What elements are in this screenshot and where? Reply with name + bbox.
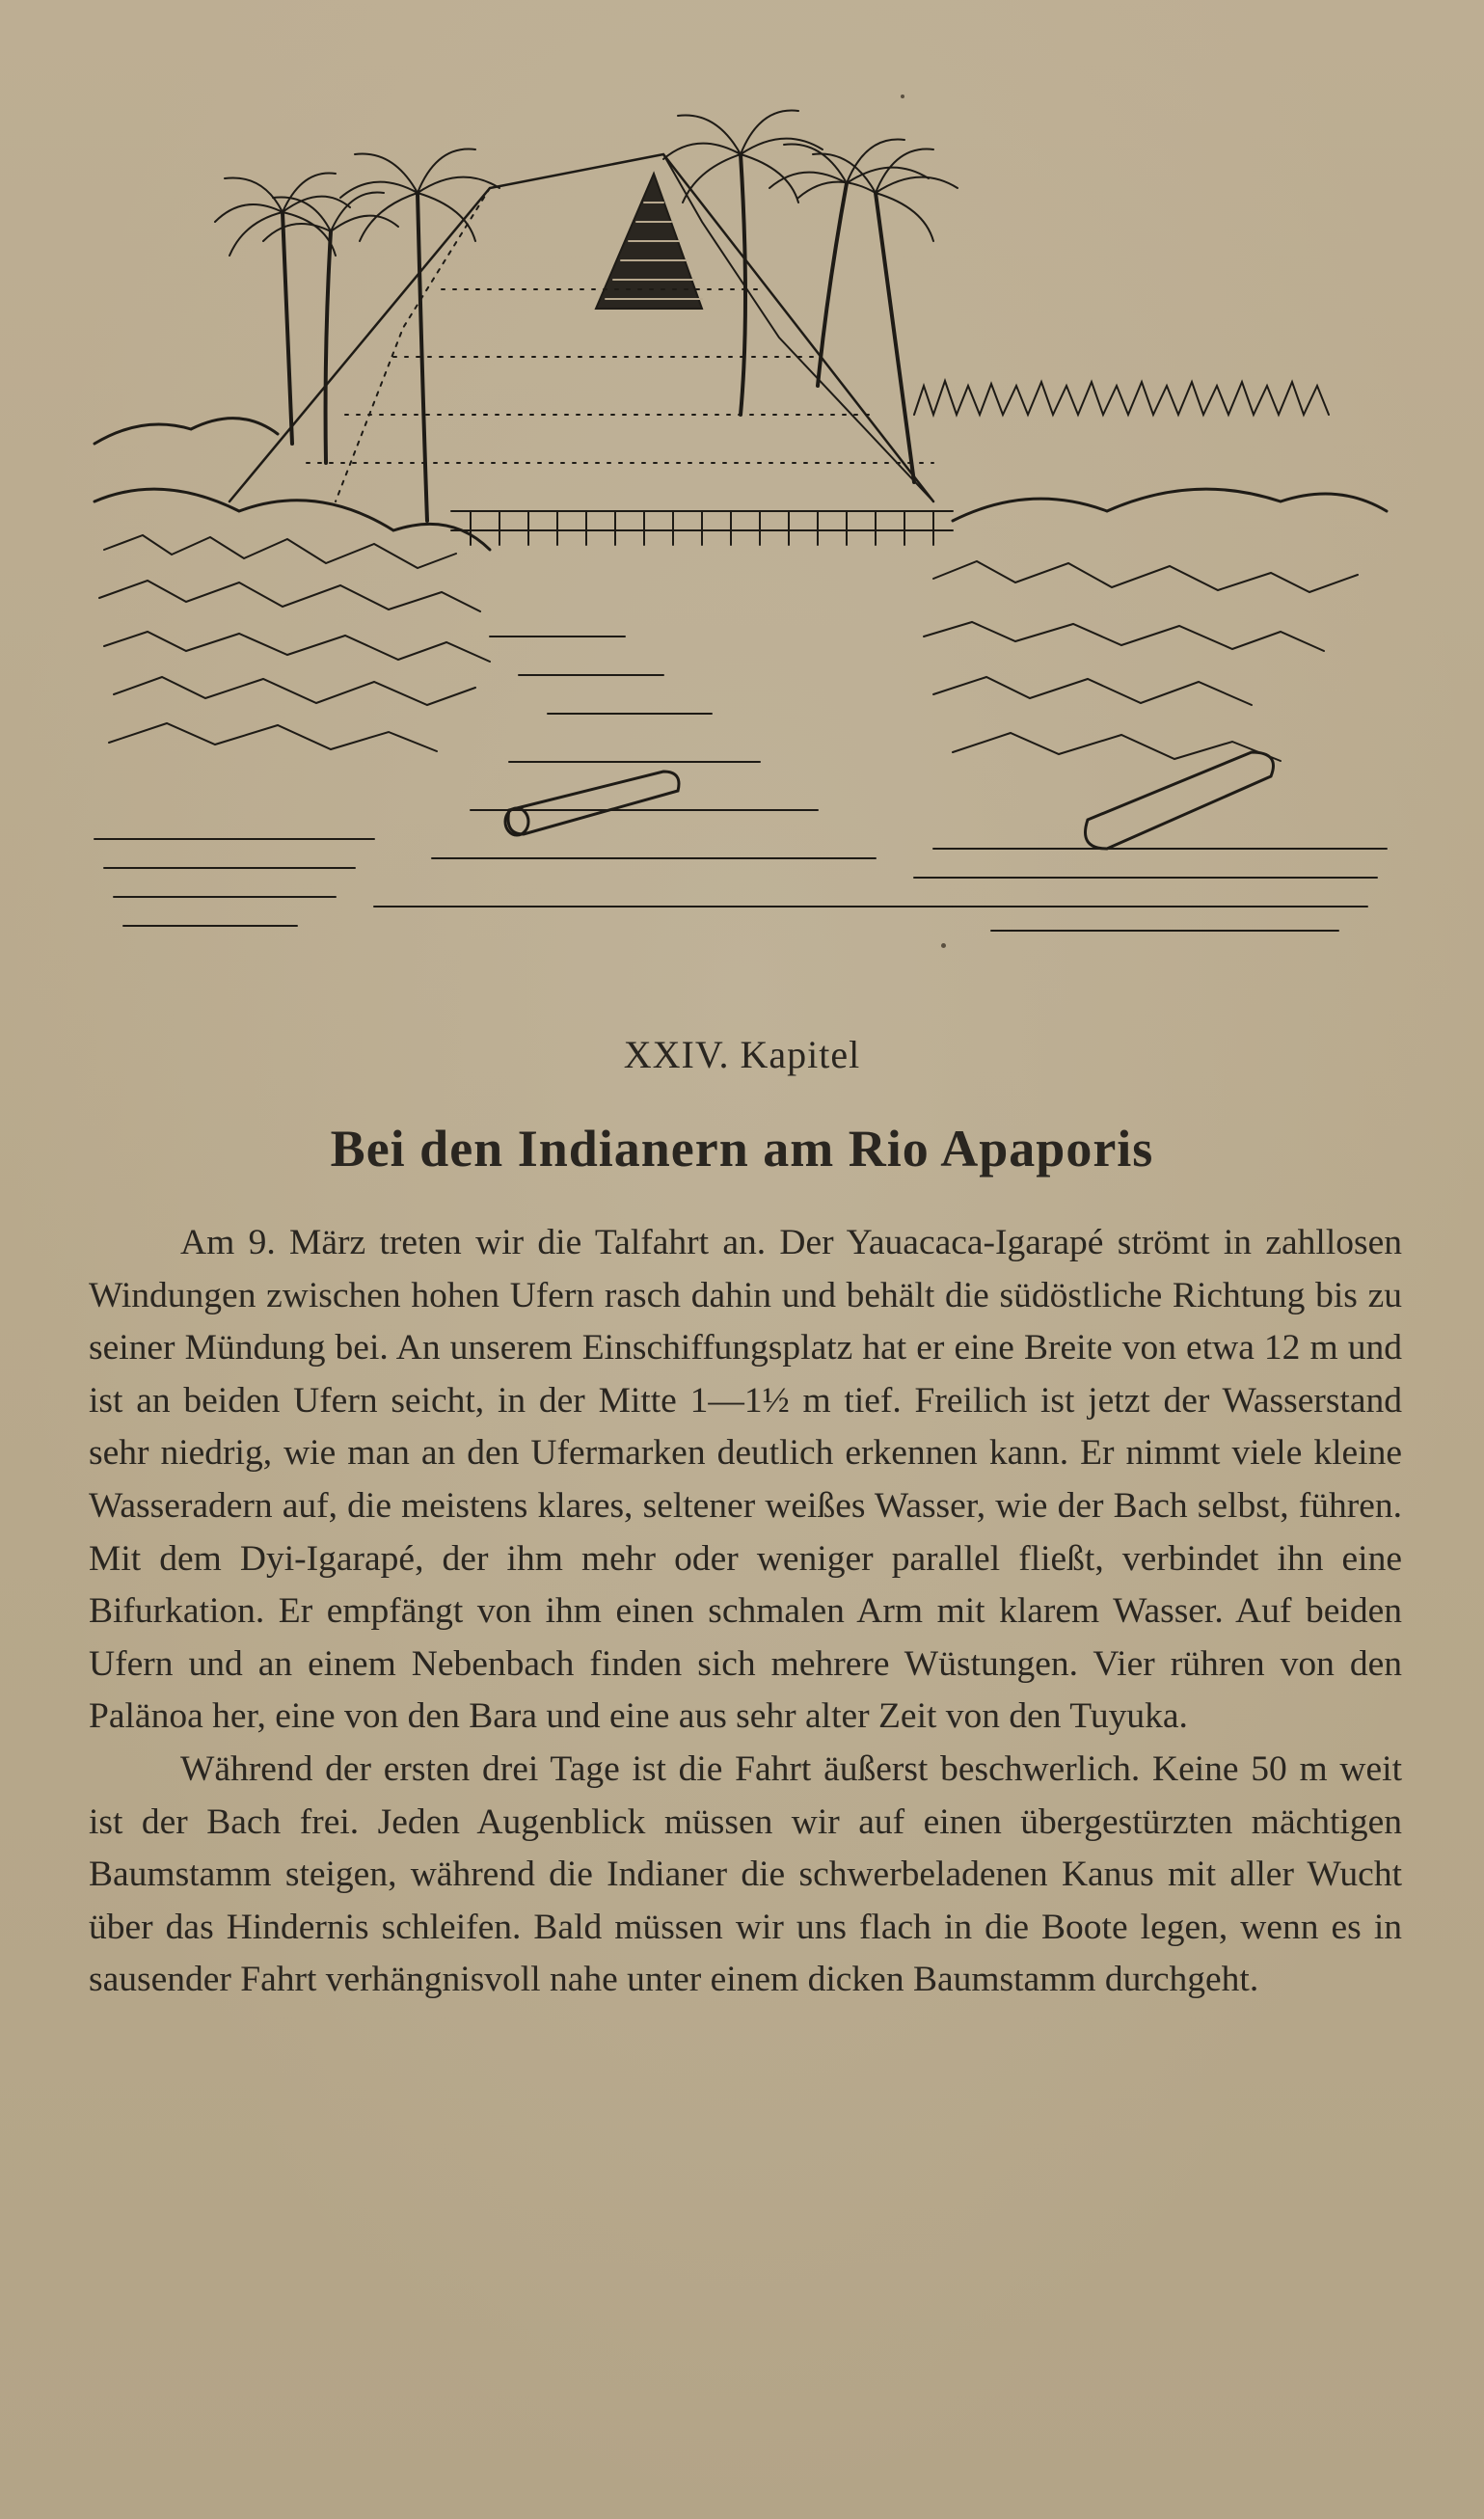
print-speck: [941, 943, 946, 948]
engraving-hut-palms-icon: [85, 96, 1396, 945]
chapter-title: Bei den Indianern am Rio Apaporis: [330, 1120, 1154, 1178]
print-speck: [901, 95, 904, 98]
body-text: [89, 1217, 1402, 2007]
chapter-label: XXIV. Kapitel: [623, 1033, 861, 1076]
paragraph: Am 9. März treten wir die Talfahrt an. Der Yauacaca-Igarapé strömt in zahllosen Windungen zwischen hohen Ufern rasch dahin und behält die südöstliche Richtung bis zu seiner Mündung bei. An unserem Einschiffungsplatz hat er eine Breite von etwa 12 m und ist an beiden Ufern seicht, in der Mitte 1—1½ m tief. Freilich ist jetzt der Wasserstand sehr niedrig, wie man an den Ufermarken deutlich erkennen kann. Er nimmt viele kleine Wasseradern auf, die meistens klares, seltener weißes Wasser, wie der Bach selbst, führen. Mit dem Dyi-Igarapé, der ihm mehr oder weniger parallel fließt, verbindet ihn eine Bifurkation. Er empfängt von ihm einen schmalen Arm mit klarem Wasser. Auf beiden Ufern und an einem Nebenbach finden sich mehrere Wüstungen. Vier rühren von den Palänoa her, eine von den Bara und eine aus sehr alter Zeit von den Tuyuka.: [89, 1223, 1402, 1737]
paragraph: Während der ersten drei Tage ist die Fahrt äußerst beschwerlich. Keine 50 m weit ist der Bach frei. Jeden Augenblick müssen wir auf einen übergestürzten mächtigen Baumstamm steigen, während die Indianer die schwerbeladenen Kanus mit aller Wucht über das Hindernis schleifen. Bald müssen wir uns flach in die Boote legen, wenn es in sausender Fahrt verhängnisvoll nahe unter einem dicken Baumstamm durchgeht.: [89, 1748, 1402, 2000]
